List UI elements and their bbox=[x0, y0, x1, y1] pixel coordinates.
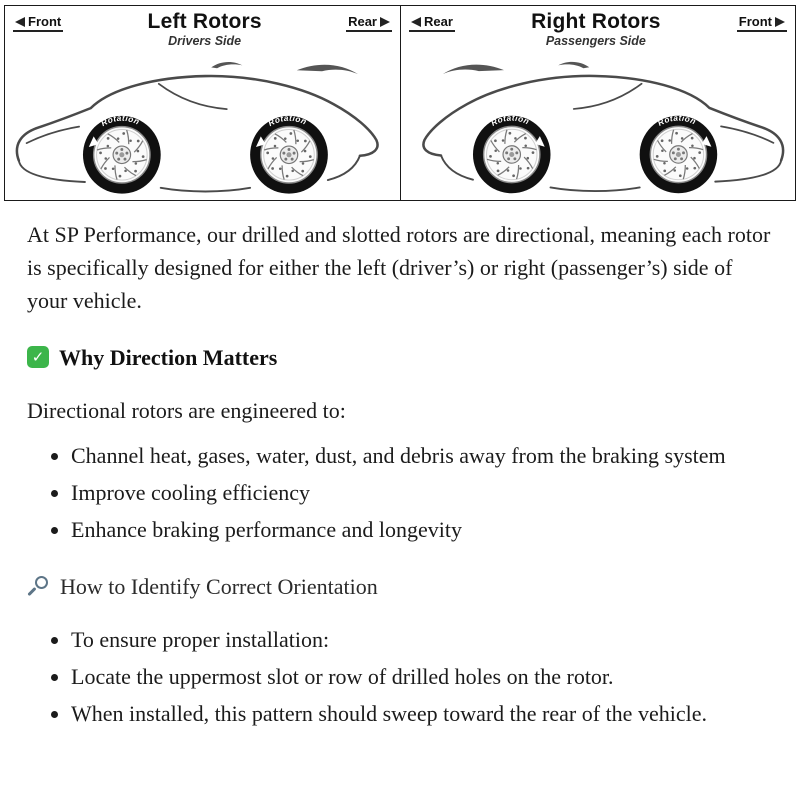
svg-text:Rotation: Rotation bbox=[266, 113, 309, 129]
svg-text:Rotation: Rotation bbox=[656, 113, 698, 129]
benefits-list bbox=[27, 439, 773, 546]
orientation-heading bbox=[27, 570, 773, 603]
list-item: • Improve cooling efficiency bbox=[71, 476, 761, 509]
panel-subtitle: Drivers Side bbox=[168, 34, 242, 49]
list-item: • Locate the uppermost slot or row of drilled holes on the rotor. bbox=[71, 660, 761, 693]
panel-title: Right Rotors bbox=[531, 10, 661, 33]
arrow-right-icon bbox=[775, 17, 785, 27]
direction-text: Front bbox=[28, 14, 62, 29]
front-direction-label bbox=[13, 14, 63, 32]
rotor-direction-diagram bbox=[4, 5, 796, 201]
panel-title: Left Rotors bbox=[147, 10, 262, 33]
car-drawing bbox=[13, 44, 392, 199]
panel-title-block bbox=[63, 11, 346, 48]
svg-text:Rotation: Rotation bbox=[489, 113, 531, 129]
direction-text: Front bbox=[738, 14, 772, 29]
left-rotors-panel bbox=[5, 6, 400, 200]
svg-text:Rotation: Rotation bbox=[99, 113, 141, 129]
car-drawing bbox=[409, 44, 787, 199]
magnifier-lens bbox=[35, 576, 48, 589]
heading-text: How to Identify Correct Orientation bbox=[60, 573, 378, 599]
lead-paragraph: Directional rotors are engineered to: bbox=[27, 397, 346, 423]
front-direction-label bbox=[737, 14, 787, 32]
list-item: • When installed, this pattern should sweep toward the rear of the vehicle. bbox=[71, 697, 761, 730]
heading-text: Why Direction Matters bbox=[59, 344, 278, 370]
magnifier-handle bbox=[27, 587, 36, 596]
car-illustration-right bbox=[409, 44, 787, 199]
arrow-left-icon bbox=[15, 17, 25, 27]
article-body bbox=[0, 201, 800, 760]
car-illustration-left bbox=[13, 44, 392, 199]
why-direction-heading bbox=[27, 341, 773, 374]
rear-direction-label bbox=[409, 14, 455, 32]
arrow-left-icon bbox=[411, 17, 421, 27]
intro-paragraph: At SP Performance, our drilled and slotted rotors are directional, meaning each rotor is specifically designed for either the left (driver’s) or right (passenger’s) side of your vehicle. bbox=[27, 221, 771, 313]
list-item: • To ensure proper installation: bbox=[71, 623, 761, 656]
direction-text: Rear bbox=[424, 14, 453, 29]
check-icon: ✓ bbox=[27, 346, 49, 368]
orientation-list bbox=[27, 623, 773, 730]
right-rotors-panel bbox=[400, 6, 795, 200]
list-item: • Channel heat, gases, water, dust, and debris away from the braking system bbox=[71, 439, 761, 472]
panel-header bbox=[13, 11, 392, 48]
magnifier-icon bbox=[27, 575, 50, 598]
list-item: • Enhance braking performance and longevity bbox=[71, 513, 761, 546]
arrow-right-icon bbox=[380, 17, 390, 27]
panel-header bbox=[409, 11, 787, 48]
panel-title-block bbox=[455, 11, 737, 48]
rear-direction-label bbox=[346, 14, 392, 32]
panel-subtitle: Passengers Side bbox=[545, 34, 646, 49]
direction-text: Rear bbox=[348, 14, 377, 29]
